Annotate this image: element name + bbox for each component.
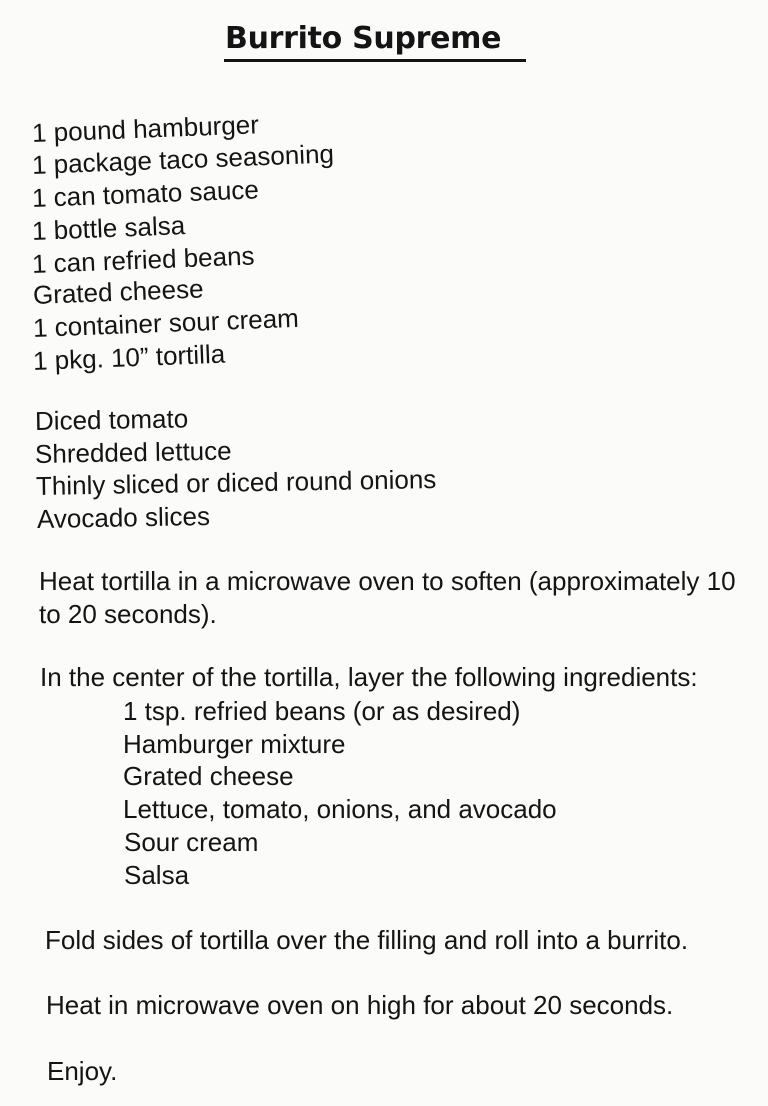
layer-item: Hamburger mixture: [123, 729, 346, 759]
layer-item: Grated cheese: [123, 761, 294, 791]
step-heat-tortilla-line-2: to 20 seconds).: [39, 599, 217, 629]
step-heat-tortilla-line-1: Heat tortilla in a microwave oven to soften (approximately 10: [39, 566, 736, 596]
step-fold: Fold sides of tortilla over the filling and roll into a burrito.: [45, 925, 689, 955]
topping-item: Diced tomato: [34, 403, 189, 436]
recipe-title: Burrito Supreme: [225, 21, 502, 56]
ingredient-item: 1 container sour cream: [32, 302, 300, 343]
ingredient-item: 1 pound hamburger: [31, 109, 260, 148]
layer-item: Lettuce, tomato, onions, and avocado: [123, 794, 557, 824]
ingredient-item: 1 can refried beans: [31, 240, 256, 279]
ingredient-item: 1 pkg. 10” tortilla: [32, 338, 226, 376]
ingredient-item: 1 package taco seasoning: [31, 138, 335, 180]
ingredient-item: Grated cheese: [32, 273, 205, 310]
title-underline: [224, 59, 526, 62]
step-heat-burrito: Heat in microwave oven on high for about 20 seconds.: [46, 990, 674, 1020]
layer-item: Sour cream: [124, 827, 259, 857]
closing-line: Enjoy.: [47, 1056, 118, 1086]
ingredient-item: 1 bottle salsa: [31, 210, 186, 246]
layer-item: 1 tsp. refried beans (or as desired): [123, 696, 521, 726]
ingredient-item: 1 can tomato sauce: [31, 174, 260, 213]
topping-item: Avocado slices: [36, 500, 211, 534]
topping-item: Thinly sliced or diced round onions: [35, 464, 437, 501]
step-layer-intro: In the center of the tortilla, layer the following ingredients:: [40, 662, 698, 692]
layer-item: Salsa: [124, 860, 190, 890]
topping-item: Shredded lettuce: [34, 435, 232, 469]
